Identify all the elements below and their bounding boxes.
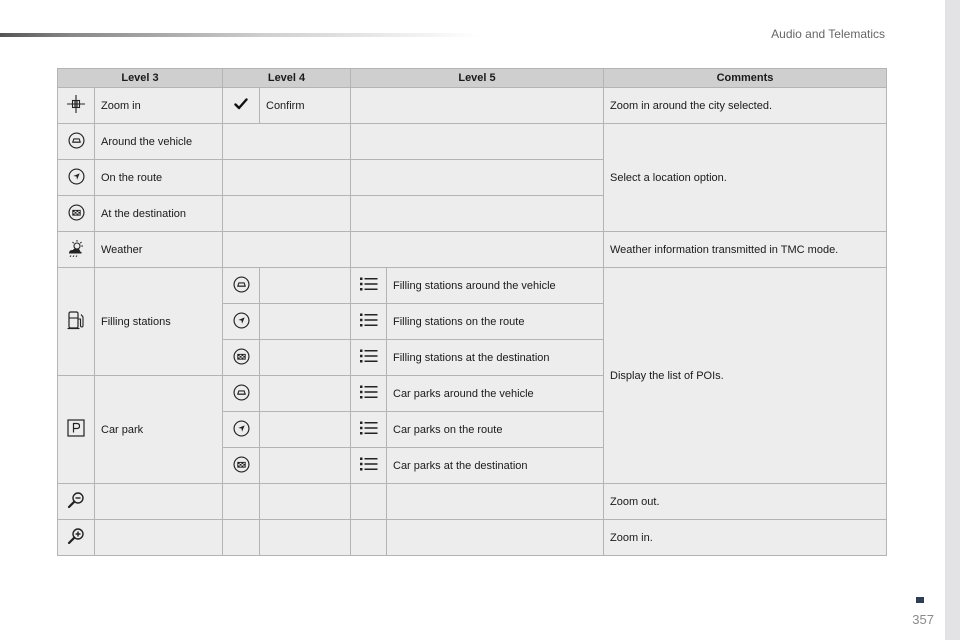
page-number: 357: [912, 612, 934, 627]
checkmark-icon[interactable]: [234, 97, 248, 111]
table-row: [58, 124, 887, 160]
filling-on-route-label[interactable]: Filling stations on the route: [387, 304, 604, 340]
around-vehicle-option-label[interactable]: Around the vehicle: [95, 124, 223, 160]
zoom-out-icon[interactable]: [66, 491, 86, 509]
on-route-option-label[interactable]: On the route: [95, 160, 223, 196]
header-rule: [0, 33, 480, 37]
zoom-in-option-label[interactable]: Zoom in: [95, 88, 223, 124]
column-header-level4: Level 4: [223, 69, 351, 88]
at-destination-option-label[interactable]: At the destination: [95, 196, 223, 232]
carpark-on-route-label[interactable]: Car parks on the route: [387, 412, 604, 448]
comment-cell: Zoom out.: [604, 484, 887, 520]
page-edge: [945, 0, 960, 640]
vehicle-location-icon[interactable]: [233, 276, 250, 293]
carpark-at-destination-label[interactable]: Car parks at the destination: [387, 448, 604, 484]
list-icon[interactable]: [360, 313, 378, 327]
table-row: [58, 268, 887, 304]
route-location-icon[interactable]: [68, 168, 85, 185]
vehicle-location-icon[interactable]: [68, 132, 85, 149]
route-location-icon[interactable]: [233, 420, 250, 437]
destination-location-icon[interactable]: [68, 204, 85, 221]
vehicle-location-icon[interactable]: [233, 384, 250, 401]
table-row: [58, 232, 887, 268]
column-header-comments: Comments: [604, 69, 887, 88]
zoom-in-icon[interactable]: [66, 527, 86, 545]
comment-cell: Zoom in.: [604, 520, 887, 556]
list-icon[interactable]: [360, 385, 378, 399]
table-header-row: [58, 69, 887, 88]
car-park-option-label[interactable]: Car park: [95, 376, 223, 484]
carpark-around-vehicle-label[interactable]: Car parks around the vehicle: [387, 376, 604, 412]
list-icon[interactable]: [360, 457, 378, 471]
list-icon[interactable]: [360, 349, 378, 363]
comment-cell: Weather information transmitted in TMC mode.: [604, 232, 887, 268]
filling-stations-option-label[interactable]: Filling stations: [95, 268, 223, 376]
list-icon[interactable]: [360, 277, 378, 291]
route-location-icon[interactable]: [233, 312, 250, 329]
fuel-pump-icon[interactable]: [66, 309, 86, 331]
table-row: [58, 88, 887, 124]
confirm-option-label[interactable]: Confirm: [260, 88, 351, 124]
list-icon[interactable]: [360, 421, 378, 435]
filling-at-destination-label[interactable]: Filling stations at the destination: [387, 340, 604, 376]
destination-location-icon[interactable]: [233, 456, 250, 473]
column-header-level3: Level 3: [58, 69, 223, 88]
table-row: [58, 484, 887, 520]
weather-icon[interactable]: [66, 239, 86, 257]
crosshair-icon[interactable]: [66, 94, 86, 114]
filling-around-vehicle-label[interactable]: Filling stations around the vehicle: [387, 268, 604, 304]
column-header-level5: Level 5: [351, 69, 604, 88]
table-row: [58, 520, 887, 556]
comment-cell: Zoom in around the city selected.: [604, 88, 887, 124]
weather-option-label[interactable]: Weather: [95, 232, 223, 268]
comment-cell: Display the list of POIs.: [604, 268, 887, 484]
page-number-marker: [916, 597, 924, 603]
section-title: Audio and Telematics: [771, 27, 885, 41]
navigation-menu-table: [57, 68, 887, 556]
parking-icon[interactable]: [67, 419, 85, 437]
comment-cell: Select a location option.: [604, 124, 887, 232]
destination-location-icon[interactable]: [233, 348, 250, 365]
